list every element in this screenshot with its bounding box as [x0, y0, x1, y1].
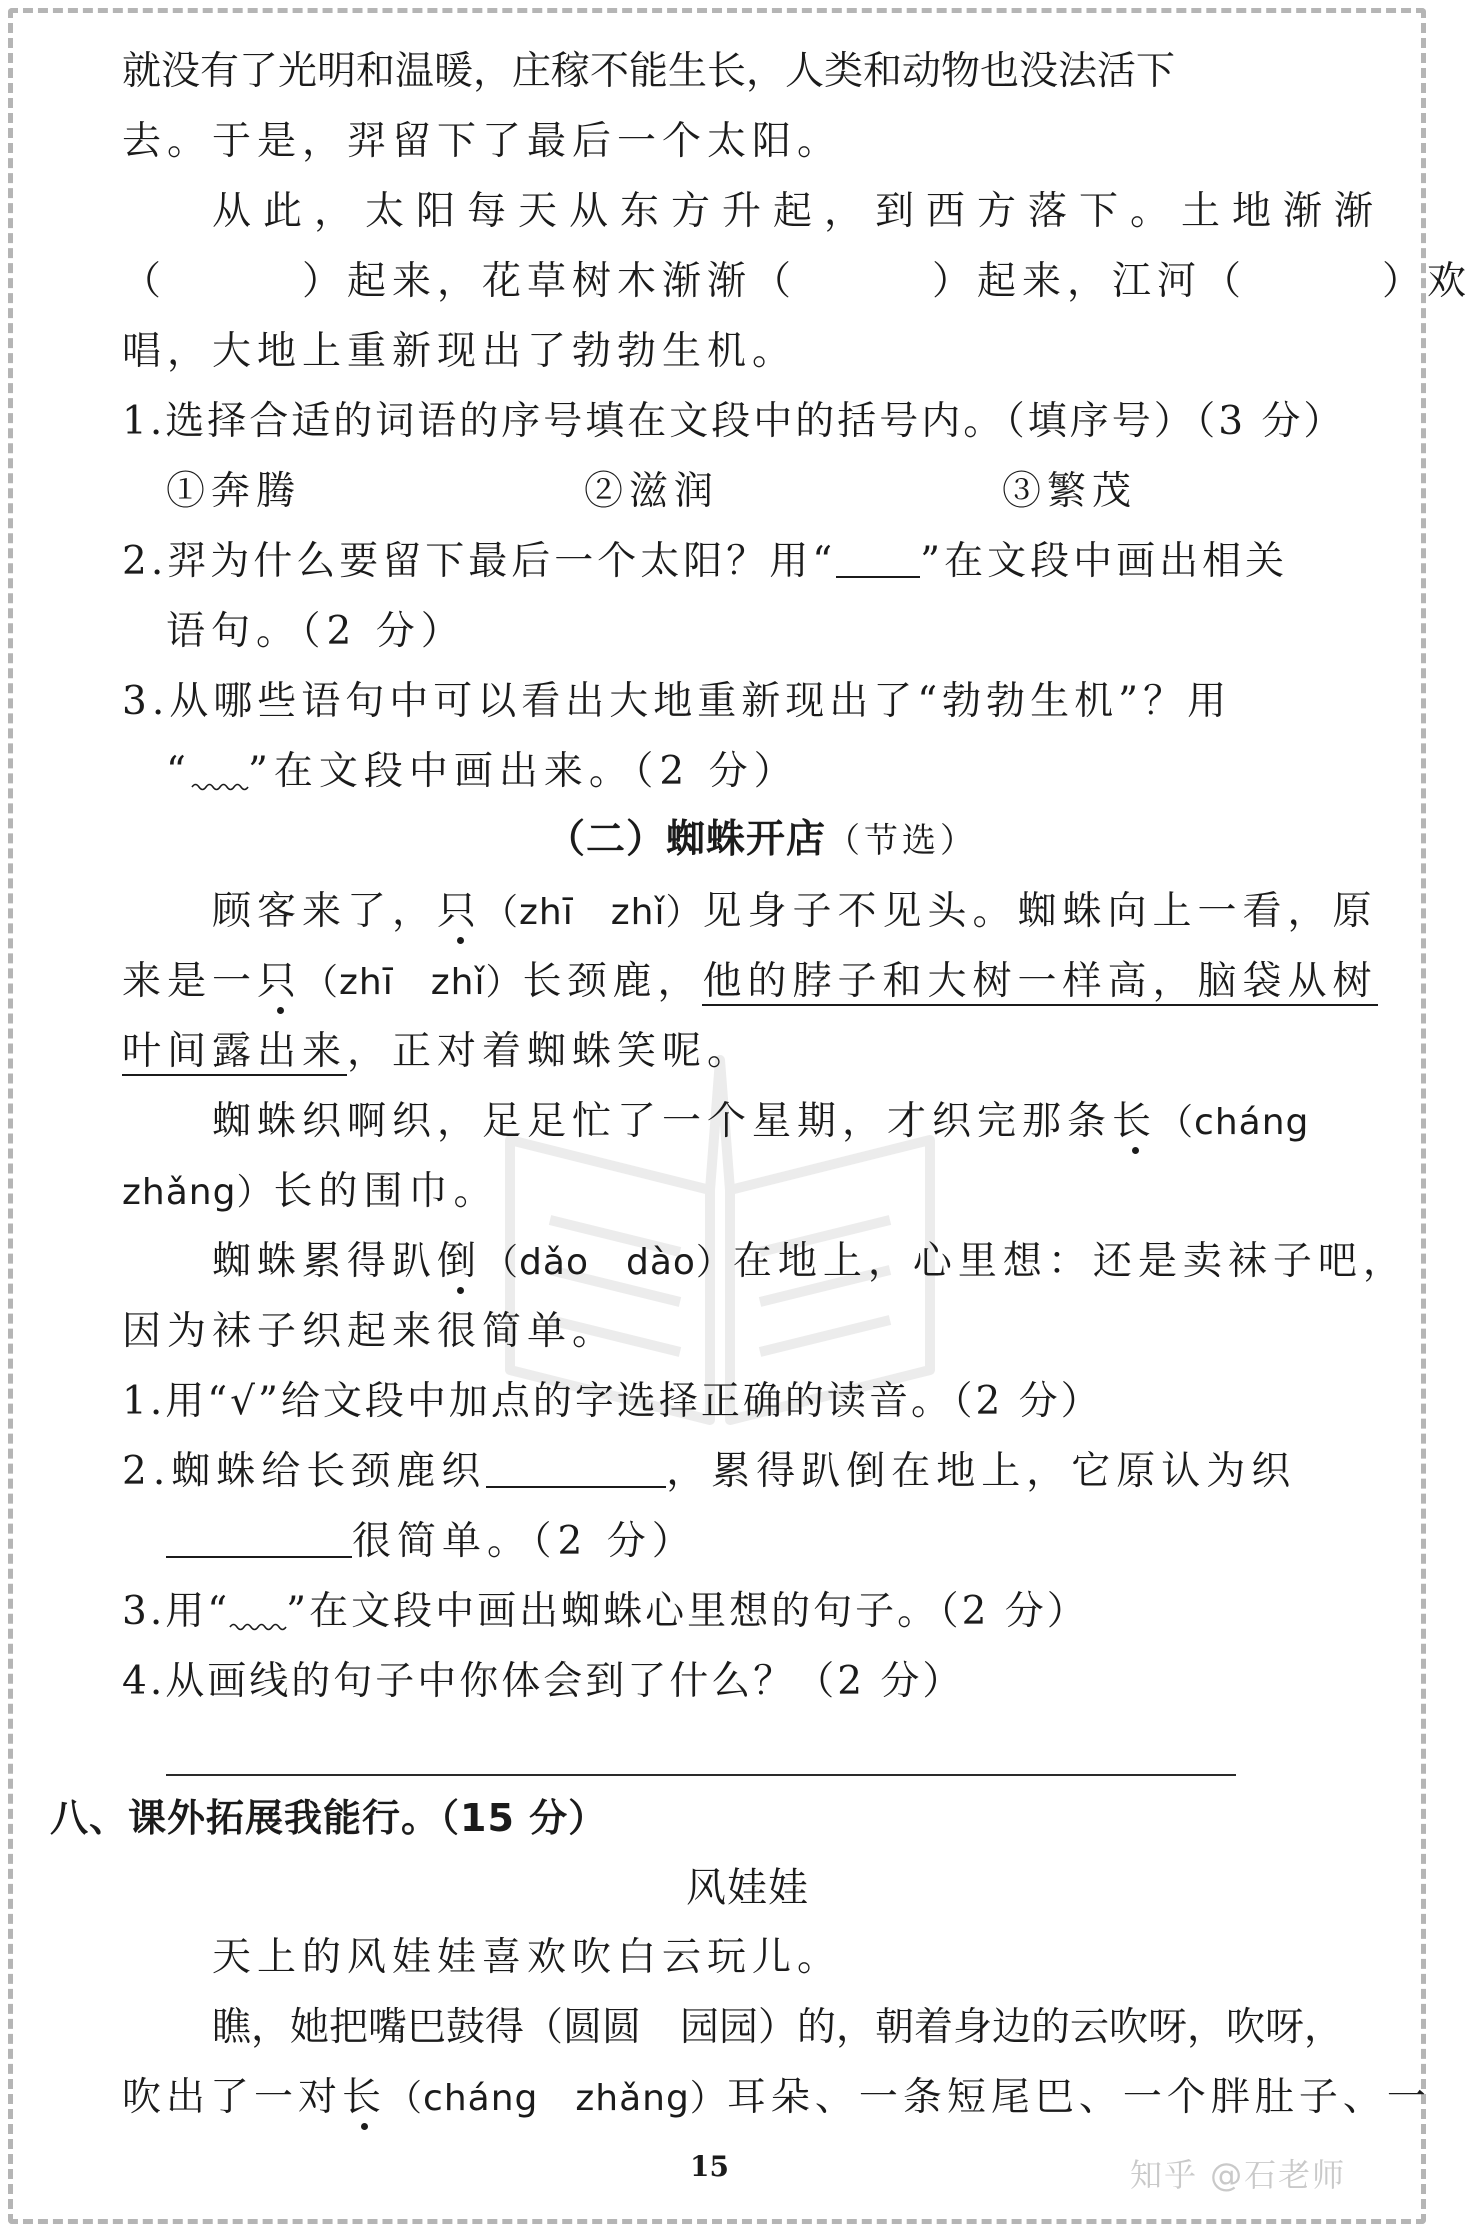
option-1[interactable]: ①奔腾 — [166, 469, 302, 514]
passage-line — [122, 1166, 498, 1219]
text: 耳朵、一条短尾巴、一个胖肚子、一 — [726, 2075, 1431, 2120]
passage-line: 去。于是，羿留下了最后一个太阳。 — [122, 119, 843, 164]
watermark: 知乎 @石老师 — [1130, 2156, 1347, 2194]
text: ）欢 — [1382, 259, 1472, 304]
text: 长颈鹿， — [522, 959, 703, 1004]
underlined-sentence: 他的脖子和大树一样高，脑袋从树 — [702, 959, 1378, 1004]
text: 蜘蛛织啊织，足足忙了一个星期，才织完那条 — [212, 1099, 1113, 1144]
pinyin-choice[interactable]: （cháng zhǎng） — [386, 2078, 727, 2119]
question-2 — [122, 1446, 1296, 1498]
question-2-cont — [166, 1516, 697, 1568]
text: ，正对着蜘蛛笑呢。 — [347, 1029, 753, 1074]
question-3-cont — [166, 746, 799, 798]
title-note: （节选） — [826, 821, 979, 861]
passage-line: 因为袜子织起来很简单。 — [122, 1309, 618, 1354]
dotted-char: 长 — [342, 2072, 386, 2124]
passage-line — [212, 1096, 1309, 1149]
story-title: 风娃娃 — [686, 1865, 809, 1911]
question-2 — [122, 536, 1288, 588]
answer-blank[interactable] — [486, 1486, 666, 1488]
text: 蜘蛛累得趴 — [212, 1239, 438, 1284]
wavy-underline-icon — [192, 782, 248, 792]
dotted-char: 倒 — [437, 1236, 482, 1288]
open-paren: （ — [122, 259, 168, 304]
page-number: 15 — [690, 2150, 729, 2183]
text: ）起来，花草树木渐渐（ — [302, 259, 798, 304]
pinyin-choice[interactable]: （zhī zhǐ） — [302, 962, 523, 1003]
passage-line-with-blanks — [122, 256, 1472, 308]
dotted-char: 只 — [437, 886, 482, 938]
question-3 — [122, 1586, 1089, 1638]
passage-line: 从此，太阳每天从东方升起，到西方落下。土地渐渐 — [212, 189, 1386, 234]
question-2-cont: 语句。（2 分） — [166, 609, 466, 654]
text: 长的围巾。 — [273, 1169, 499, 1214]
question-1: 1.用“√”给文段中加点的字选择正确的读音。（2 分） — [122, 1379, 1103, 1424]
text: 2.蜘蛛给长颈鹿织 — [122, 1449, 487, 1494]
option-2[interactable]: ②滋润 — [584, 469, 720, 514]
passage-line — [212, 2002, 1392, 2054]
text: 很简单。（2 分） — [352, 1519, 697, 1564]
passage-line: 唱，大地上重新现出了勃勃生机。 — [122, 329, 798, 374]
text: “ — [166, 749, 192, 794]
text: 2.羿为什么要留下最后一个太阳？用“ — [122, 539, 837, 584]
text: 在地上，心里想：还是卖袜子吧， — [732, 1239, 1408, 1284]
pinyin-choice[interactable]: （dǎo dào） — [482, 1242, 733, 1283]
text: 吹出了一对 — [122, 2075, 343, 2120]
passage-line — [122, 46, 1392, 98]
answer-line[interactable] — [166, 1774, 1236, 1776]
option-3[interactable]: ③繁茂 — [1002, 469, 1138, 514]
pinyin-choice[interactable]: （cháng — [1157, 1102, 1310, 1143]
text: 就没有了光明和温暖，庄稼不能生长，人类和动物也没法活下 — [122, 49, 1176, 94]
section-title — [546, 814, 978, 867]
text: 瞧，她把嘴巴鼓得（圆圆 园园）的，朝着身边的云吹呀，吹呀， — [212, 2005, 1344, 2050]
passage-line — [212, 886, 1377, 939]
section-heading: 八、课外拓展我能行。（15 分） — [50, 1796, 608, 1840]
text: 来是一 — [122, 959, 258, 1004]
pinyin-choice[interactable]: zhǎng） — [122, 1172, 274, 1213]
title-text: （二）蜘蛛开店 — [546, 817, 827, 862]
text: 见身子不见头。蜘蛛向上一看，原 — [702, 889, 1378, 934]
passage-line — [122, 2072, 1431, 2125]
passage-line — [122, 956, 1378, 1009]
answer-blank[interactable] — [166, 1556, 352, 1558]
passage-line: 天上的风娃娃喜欢吹白云玩儿。 — [212, 1935, 843, 1980]
straight-underline-sample — [836, 576, 920, 578]
dotted-char: 长 — [1112, 1096, 1157, 1148]
passage-line — [212, 1236, 1408, 1289]
text: 顾客来了， — [212, 889, 438, 934]
dotted-char: 只 — [257, 956, 302, 1008]
underlined-sentence: 叶间露出来 — [122, 1029, 348, 1074]
text: ，累得趴倒在地上，它原认为织 — [666, 1449, 1297, 1494]
pinyin-choice[interactable]: （zhī zhǐ） — [482, 892, 703, 933]
passage-line — [122, 1026, 752, 1078]
text: ”在文段中画出蜘蛛心里想的句子。（2 分） — [286, 1589, 1089, 1634]
text: 3.用“ — [122, 1589, 231, 1634]
question-4: 4.从画线的句子中你体会到了什么？（2 分） — [122, 1659, 965, 1704]
wavy-underline-icon — [230, 1622, 286, 1632]
text: ）起来，江河（ — [932, 259, 1248, 304]
text: ”在文段中画出相关 — [920, 539, 1289, 584]
question-3: 3.从哪些语句中可以看出大地重新现出了“勃勃生机”？用 — [122, 679, 1232, 724]
text: ”在文段中画出来。（2 分） — [247, 749, 799, 794]
question-1: 1.选择合适的词语的序号填在文段中的括号内。（填序号）（3 分） — [122, 399, 1346, 444]
